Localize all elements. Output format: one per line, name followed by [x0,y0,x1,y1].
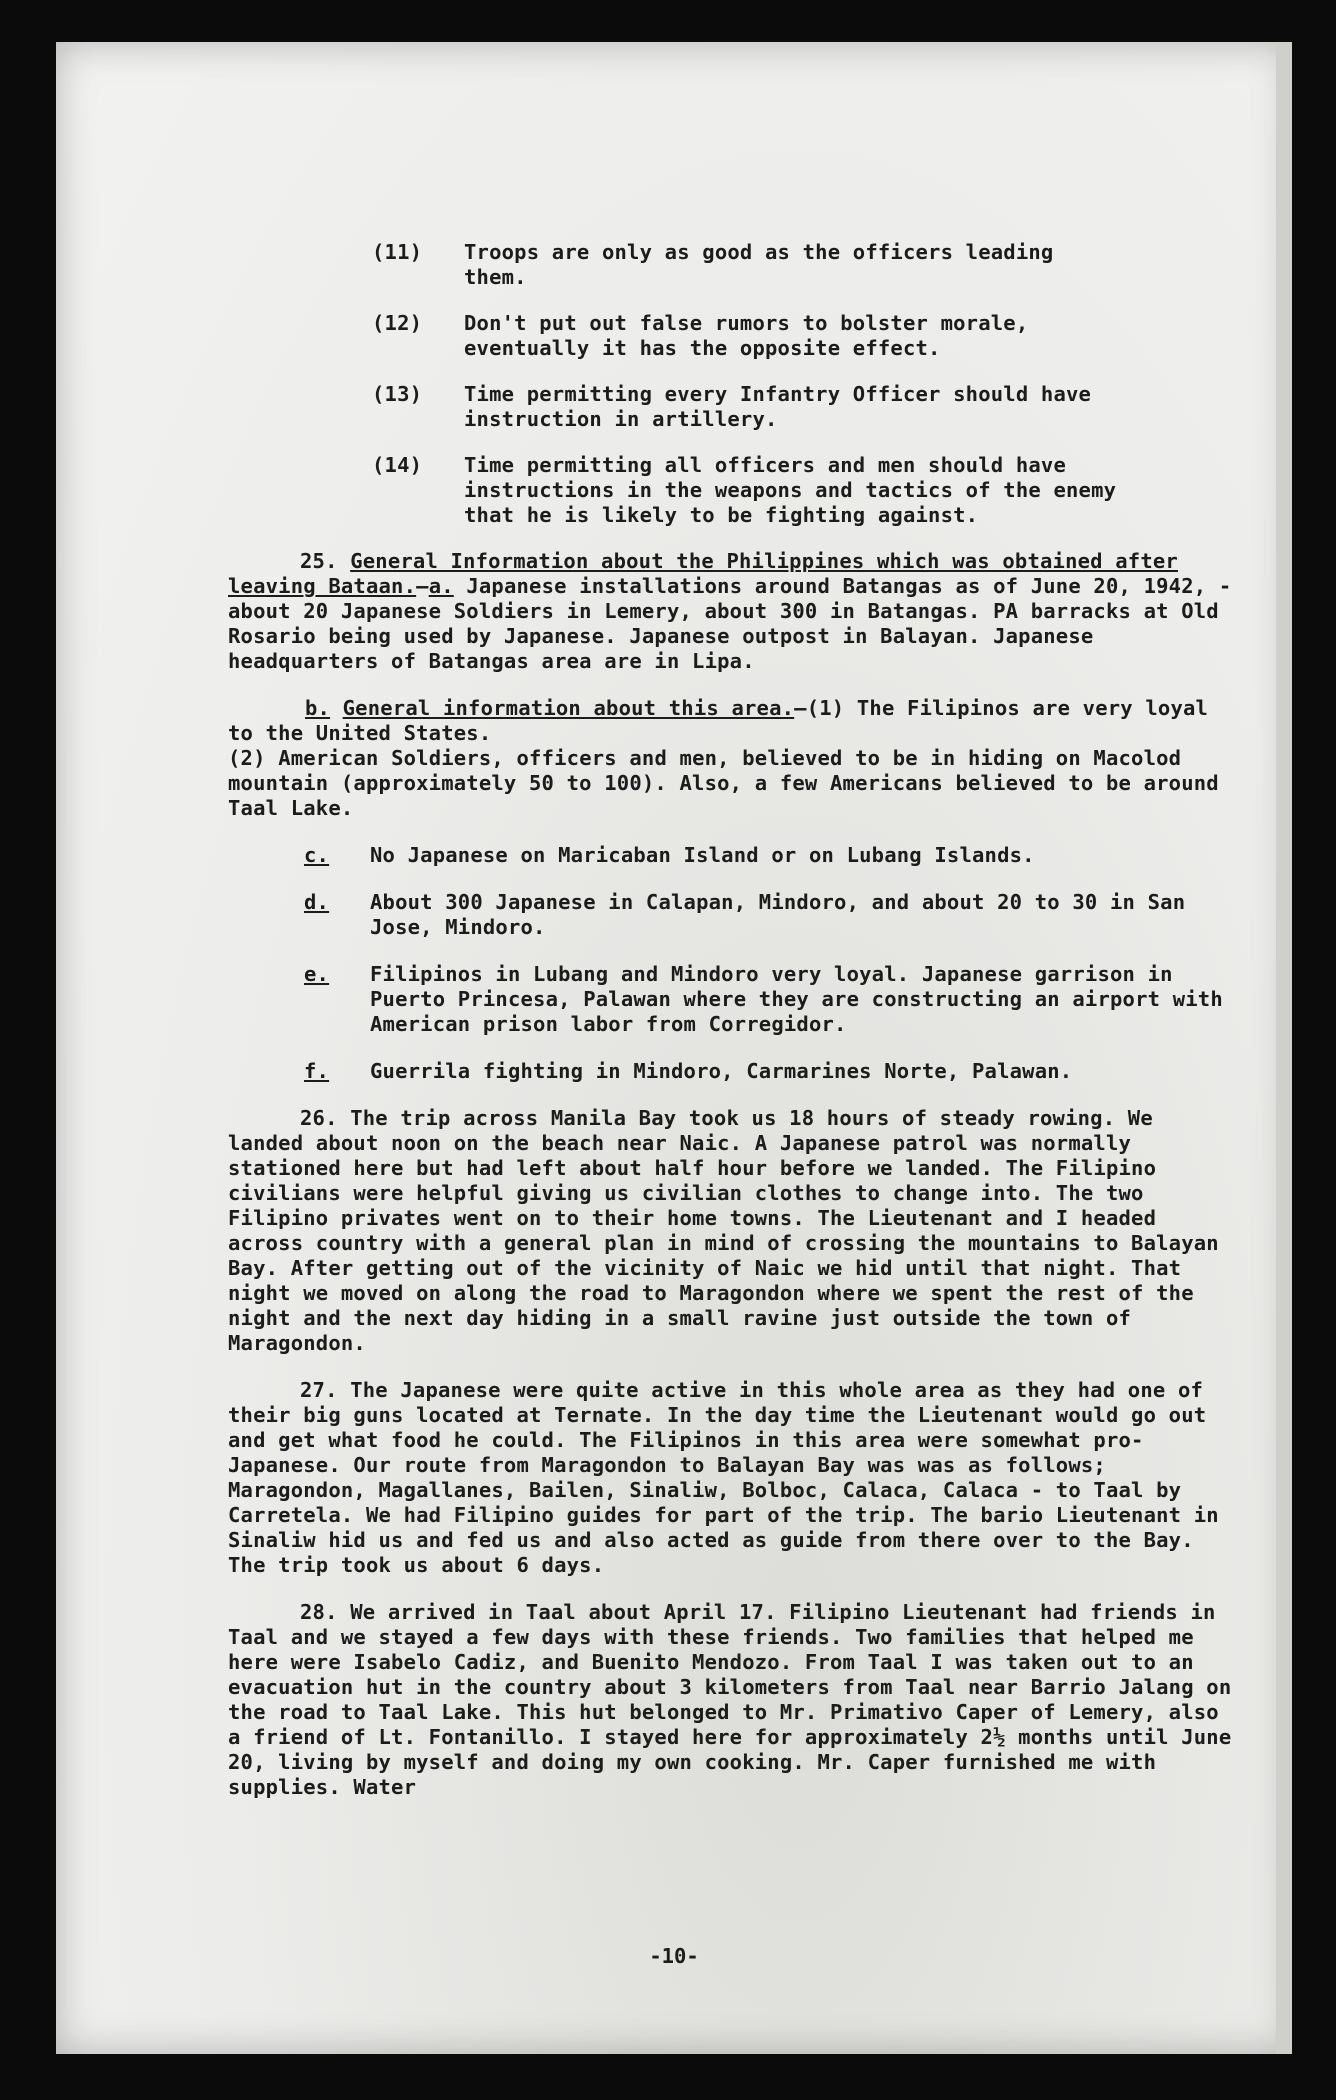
section-heading: General Information about the Philippines which was obtained after leaving Bataan. [228,549,1178,598]
document-page [56,42,1292,2054]
numbered-item [372,453,1124,528]
numbered-item [372,311,1124,361]
sub-item-number: (2) [228,746,266,770]
item-text: Time permitting all officers and men should have instructions in the weapons and tactics of the enemy that he is likely to be fighting against. [464,453,1117,527]
item-text: No Japanese on Maricaban Island or on Lubang Islands. [370,843,1035,867]
lettered-item [304,843,1238,868]
paragraph-25: 25. General Information about the Philippines which was obtained after leaving Bataan.—a. Japanese installations around Batangas as of June 20, 1942, - about 20 Japanese Soldiers in Lemery, about 300 in Batangas. PA barracks at Old Rosario being used by Japanese. Japanese outpost in Balayan. Japanese headquarters of Batangas area are in Lipa. [228,549,1232,673]
sub-label-a: a. [428,574,454,598]
item-text: Don't put out false rumors to bolster morale, eventually it has the opposite effect. [464,311,1029,360]
item-number: (13) [372,382,423,406]
item-text: Troops are only as good as the officers leading them. [464,240,1054,289]
subsection-heading: General information about this area. [342,696,795,720]
sub-item-number: (1) [806,696,845,720]
paragraph-number: 28. [300,1600,338,1624]
lettered-item [304,962,1238,1037]
sub-text-a: Japanese installations around Batangas as of June 20, 1942, - about 20 Japanese Soldiers in Lemery, about 300 in Batangas. PA barracks at Old Rosario being used by Japanese. Japanese outpost in Balayan. Japanese headquarters of Batangas area are in Lipa. [228,574,1232,673]
paragraph-26 [228,1106,1238,1356]
item-text: Guerrila fighting in Mindoro, Carmarines Norte, Palawan. [370,1059,1073,1083]
lettered-item [304,890,1238,940]
item-number: (11) [372,240,423,264]
paragraph-number: 26. [300,1106,338,1130]
item-number: (12) [372,311,423,335]
paragraph-text: The trip across Manila Bay took us 18 hours of steady rowing. We landed about noon on the beach near Naic. A Japanese patrol was normally stationed here but had left about half hour before we landed. The Filipino civilians were helpful giving us civilian clothes to change into. The two Filipino privates went on to their home towns. The Lieutenant and I headed across country with a general plan in mind of crossing the mountains to Balayan Bay. After getting out of the vicinity of Naic we hid until that night. That night we moved on along the road to Maragondon where we spent the rest of the night and the next day hiding in a small ravine just outside the town of Maragondon. [228,1106,1219,1355]
paragraph-text: The Japanese were quite active in this whole area as they had one of their big guns located at Ternate. In the day time the Lieutenant would go out and get what food he could. The Filipinos in this area were somewhat pro-Japanese. Our route from Maragondon to Balayan Bay was was as follows; Maragondon, Magallanes, Bailen, Sinaliw, Bolboc, Calaca, Calaca - to Taal by Carretela. We had Filipino guides for part of the trip. The bario Lieutenant in Sinaliw hid us and fed us and also acted as guide from there over to the Bay. The trip took us about 6 days. [228,1378,1219,1577]
document-body [228,240,1238,1822]
paragraph-number: 27. [300,1378,338,1402]
subsection-b: b. General information about this area.—(1) The Filipinos are very loyal to the United States. (2) American Soldiers, officers and men, believed to be in hiding on Macolod mountain (approximately 50 to 100). Also, a few Americans believed to be around Taal Lake. [228,696,1219,820]
sub-item-text: American Soldiers, officers and men, believed to be in hiding on Macolod mountain (approximately 50 to 100). Also, a few Americans believed to be around Taal Lake. [228,746,1219,820]
item-number: (14) [372,453,423,477]
numbered-item [372,382,1124,432]
page-edge-shadow [1276,42,1292,2054]
item-text: Time permitting every Infantry Officer should have instruction in artillery. [464,382,1092,431]
paragraph-27 [228,1378,1238,1578]
lettered-item [304,1059,1238,1084]
paragraph-number: 25. [300,549,338,573]
sub-label-b: b. [305,696,331,720]
item-text: About 300 Japanese in Calapan, Mindoro, and about 20 to 30 in San Jose, Mindoro. [370,890,1186,939]
item-letter: e. [304,962,330,986]
item-letter: f. [304,1059,330,1083]
page-number: -10- [649,1944,699,1968]
item-text: Filipinos in Lubang and Mindoro very loyal. Japanese garrison in Puerto Princesa, Palawan where they are constructing an airport with American prison labor from Corregidor. [370,962,1223,1036]
paragraph-28 [228,1600,1238,1800]
numbered-item [372,240,1124,290]
paragraph-text: We arrived in Taal about April 17. Filipino Lieutenant had friends in Taal and we stayed a few days with these friends. Two families that helped me here were Isabelo Cadiz, and Buenito Mendozo. From Taal I was taken out to an evacuation hut in the country about 3 kilometers from Taal near Barrio Jalang on the road to Taal Lake. This hut belonged to Mr. Primativo Caper of Lemery, also a friend of Lt. Fontanillo. I stayed here for approximately 2½ months until June 20, living by myself and doing my own cooking. Mr. Caper furnished me with supplies. Water [228,1600,1232,1799]
sub-item-text: The Filipinos are very loyal to the United States. [228,696,1209,745]
item-letter: d. [304,890,330,914]
item-letter: c. [304,843,330,867]
